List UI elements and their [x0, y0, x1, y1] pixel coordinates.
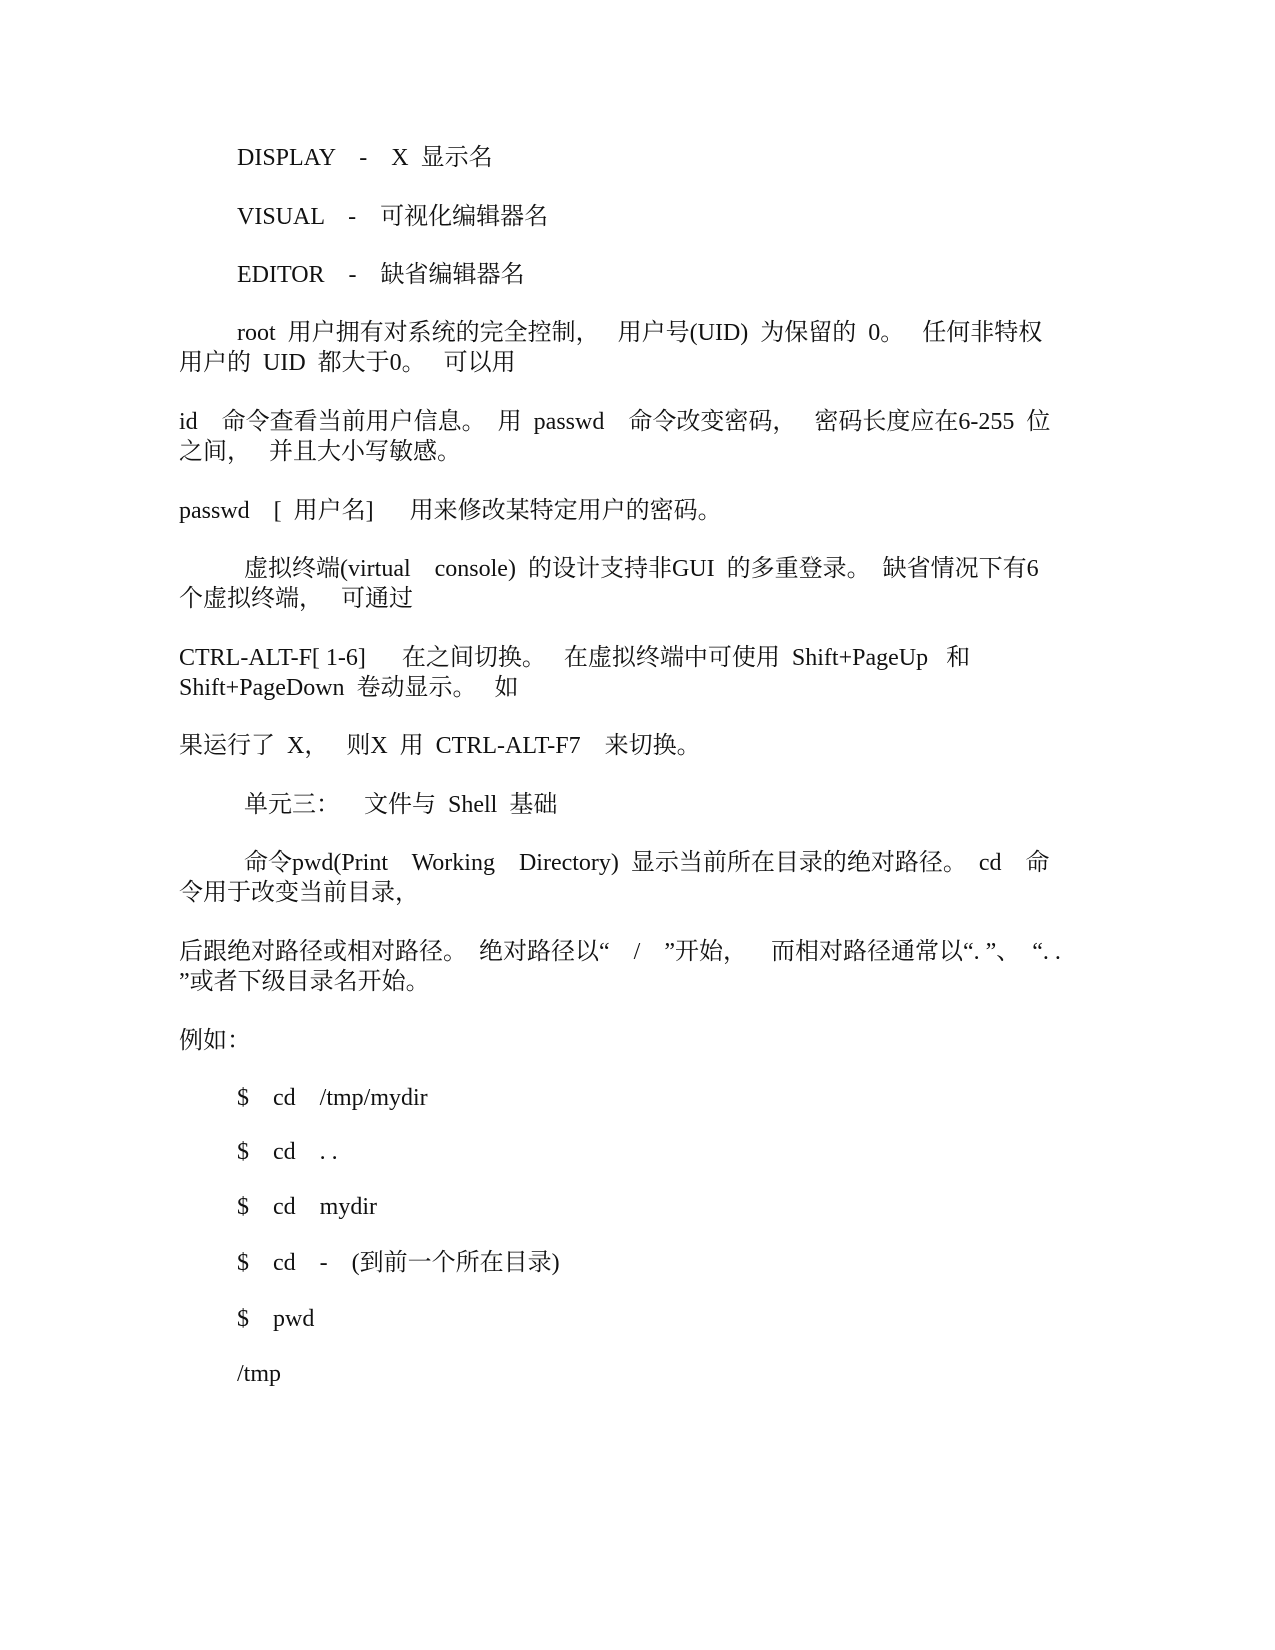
root-paragraph-line-1: root 用户拥有对系统的完全控制， 用户号(UID) 为保留的 0。 任何非特权 — [237, 320, 1043, 346]
pwd-paragraph-line-2: 令用于改变当前目录， — [179, 880, 419, 906]
ctrl-alt-line-1: CTRL-ALT-F[ 1-6] 在之间切换。 在虚拟终端中可使用 Shift+PageUp 和 — [179, 645, 971, 671]
passwd-paragraph: passwd [ 用户名] 用来修改某特定用户的密码。 — [179, 498, 722, 524]
env-var-display: DISPLAY - X 显示名 — [237, 145, 493, 171]
env-var-editor: EDITOR - 缺省编辑器名 — [237, 262, 525, 288]
unit-heading: 单元三： 文件与 Shell 基础 — [244, 792, 558, 818]
command-output: /tmp — [237, 1361, 282, 1387]
path-paragraph-line-1: 后跟绝对路径或相对路径。 绝对路径以“ / ”开始， 而相对路径通常以“. ”、 “. . — [179, 939, 1061, 965]
virtual-console-paragraph — [179, 554, 1039, 614]
pwd-paragraph-line-1: 命令pwd(Print Working Directory) 显示当前所在目录的绝对路径。 cd 命 — [244, 850, 1050, 876]
x-switch-paragraph: 果运行了 X， 则X 用 CTRL-ALT-F7 来切换。 — [179, 733, 701, 759]
id-paragraph-line-1: id 命令查看当前用户信息。 用 passwd 命令改变密码， 密码长度应在6-255 位 — [179, 409, 1051, 435]
path-paragraph-line-2: ”或者下级目录名开始。 — [179, 969, 430, 995]
id-paragraph-line-2: 之间， 并且大小写敏感。 — [179, 439, 461, 465]
path-paragraph — [179, 937, 1061, 997]
command-line: $ cd . . — [237, 1139, 338, 1165]
env-var-visual: VISUAL - 可视化编辑器名 — [237, 204, 549, 230]
ctrl-alt-line-2: Shift+PageDown 卷动显示。 如 — [179, 675, 519, 701]
root-paragraph — [179, 318, 1042, 378]
ctrl-alt-paragraph — [179, 643, 970, 703]
virtual-console-line-1: 虚拟终端(virtual console) 的设计支持非GUI 的多重登录。 缺省情况下有6 — [244, 556, 1039, 582]
virtual-console-line-2: 个虚拟终端， 可通过 — [179, 586, 413, 612]
id-paragraph — [179, 407, 1050, 467]
command-line: $ cd mydir — [237, 1194, 377, 1220]
command-line: $ cd /tmp/mydir — [237, 1085, 428, 1111]
root-paragraph-line-2: 用户的 UID 都大于0。 可以用 — [179, 350, 516, 376]
command-line: $ cd - (到前一个所在目录) — [237, 1250, 560, 1276]
pwd-paragraph — [179, 848, 1050, 908]
example-label: 例如： — [179, 1028, 251, 1054]
command-line: $ pwd — [237, 1306, 315, 1332]
